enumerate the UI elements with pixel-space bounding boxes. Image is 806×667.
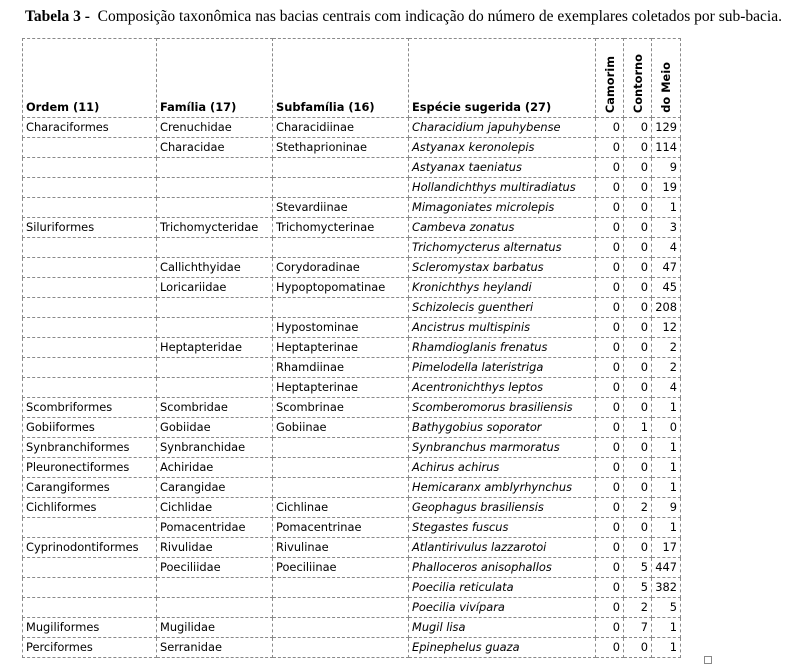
cell-contorno: 7: [624, 618, 652, 638]
cell-ordem: [23, 358, 157, 378]
cell-ordem: [23, 558, 157, 578]
cell-familia: Synbranchidae: [157, 438, 273, 458]
cell-ordem: Siluriformes: [23, 218, 157, 238]
cell-meio: 1: [652, 458, 681, 478]
cell-camorim: 0: [596, 158, 624, 178]
cell-familia: [157, 298, 273, 318]
cell-camorim: 0: [596, 598, 624, 618]
cell-meio: 47: [652, 258, 681, 278]
header-especie: Espécie sugerida (27): [409, 39, 596, 118]
cell-ordem: Characiformes: [23, 118, 157, 138]
cell-camorim: 0: [596, 358, 624, 378]
cell-familia: [157, 598, 273, 618]
cell-ordem: [23, 178, 157, 198]
cell-contorno: 0: [624, 298, 652, 318]
cell-especie: Ancistrus multispinis: [409, 318, 596, 338]
cell-meio: 3: [652, 218, 681, 238]
cell-familia: Gobiidae: [157, 418, 273, 438]
cell-camorim: 0: [596, 118, 624, 138]
caption-label: Tabela 3 -: [25, 8, 90, 25]
cell-ordem: Gobiiformes: [23, 418, 157, 438]
cell-familia: [157, 178, 273, 198]
cell-meio: 382: [652, 578, 681, 598]
cell-contorno: 0: [624, 238, 652, 258]
table-row: [23, 198, 681, 218]
cell-subfamilia: [273, 578, 409, 598]
table-caption: [25, 8, 806, 26]
cell-contorno: 0: [624, 458, 652, 478]
cell-especie: Pimelodella lateristriga: [409, 358, 596, 378]
header-row: [23, 39, 681, 118]
header-ordem: Ordem (11): [23, 39, 157, 118]
cell-especie: Bathygobius soporator: [409, 418, 596, 438]
cell-camorim: 0: [596, 578, 624, 598]
cell-camorim: 0: [596, 178, 624, 198]
cell-familia: [157, 578, 273, 598]
cell-familia: Carangidae: [157, 478, 273, 498]
cell-familia: [157, 318, 273, 338]
table-row: [23, 118, 681, 138]
cell-subfamilia: [273, 238, 409, 258]
cell-meio: 19: [652, 178, 681, 198]
cell-subfamilia: Poeciliinae: [273, 558, 409, 578]
cell-meio: 4: [652, 238, 681, 258]
cell-ordem: Cichliformes: [23, 498, 157, 518]
cell-meio: 4: [652, 378, 681, 398]
table-row: [23, 338, 681, 358]
table-row: [23, 618, 681, 638]
cell-subfamilia: [273, 458, 409, 478]
cell-subfamilia: Heptapterinae: [273, 378, 409, 398]
table-resize-handle[interactable]: [704, 656, 712, 664]
cell-contorno: 5: [624, 578, 652, 598]
cell-ordem: [23, 318, 157, 338]
cell-camorim: 0: [596, 338, 624, 358]
cell-meio: 1: [652, 198, 681, 218]
cell-especie: Synbranchus marmoratus: [409, 438, 596, 458]
cell-contorno: 0: [624, 118, 652, 138]
cell-contorno: 0: [624, 358, 652, 378]
cell-camorim: 0: [596, 238, 624, 258]
cell-especie: Mimagoniates microlepis: [409, 198, 596, 218]
cell-meio: 1: [652, 438, 681, 458]
header-camorim: Camorim: [602, 55, 617, 113]
cell-ordem: [23, 278, 157, 298]
cell-ordem: [23, 138, 157, 158]
table-row: [23, 158, 681, 178]
cell-contorno: 0: [624, 398, 652, 418]
cell-contorno: 0: [624, 218, 652, 238]
cell-familia: Characidae: [157, 138, 273, 158]
cell-contorno: 0: [624, 158, 652, 178]
header-familia: Família (17): [157, 39, 273, 118]
cell-meio: 129: [652, 118, 681, 138]
cell-meio: 2: [652, 338, 681, 358]
header-contorno: Contorno: [630, 53, 645, 113]
table-row: [23, 538, 681, 558]
cell-ordem: Carangiformes: [23, 478, 157, 498]
table-row: [23, 498, 681, 518]
cell-camorim: 0: [596, 298, 624, 318]
table-row: [23, 278, 681, 298]
cell-contorno: 0: [624, 478, 652, 498]
cell-familia: Mugilidae: [157, 618, 273, 638]
table-row: [23, 458, 681, 478]
table-row: [23, 398, 681, 418]
cell-ordem: [23, 198, 157, 218]
cell-meio: 1: [652, 638, 681, 658]
cell-camorim: 0: [596, 498, 624, 518]
table-row: [23, 358, 681, 378]
cell-subfamilia: [273, 598, 409, 618]
cell-especie: Trichomycterus alternatus: [409, 238, 596, 258]
table-row: [23, 138, 681, 158]
cell-meio: 208: [652, 298, 681, 318]
cell-familia: [157, 378, 273, 398]
cell-subfamilia: Corydoradinae: [273, 258, 409, 278]
table-row: [23, 598, 681, 618]
cell-familia: Loricariidae: [157, 278, 273, 298]
cell-especie: Hollandichthys multiradiatus: [409, 178, 596, 198]
table-row: [23, 638, 681, 658]
cell-camorim: 0: [596, 378, 624, 398]
cell-subfamilia: Pomacentrinae: [273, 518, 409, 538]
cell-familia: Poeciliidae: [157, 558, 273, 578]
cell-contorno: 0: [624, 338, 652, 358]
cell-subfamilia: [273, 298, 409, 318]
cell-camorim: 0: [596, 418, 624, 438]
cell-especie: Astyanax taeniatus: [409, 158, 596, 178]
cell-ordem: Mugiliformes: [23, 618, 157, 638]
cell-especie: Scleromystax barbatus: [409, 258, 596, 278]
cell-camorim: 0: [596, 218, 624, 238]
cell-contorno: 2: [624, 598, 652, 618]
cell-subfamilia: [273, 638, 409, 658]
cell-contorno: 5: [624, 558, 652, 578]
cell-especie: Characidium japuhybense: [409, 118, 596, 138]
cell-meio: 447: [652, 558, 681, 578]
table-row: [23, 218, 681, 238]
cell-subfamilia: Characidiinae: [273, 118, 409, 138]
cell-subfamilia: Hypoptopomatinae: [273, 278, 409, 298]
cell-camorim: 0: [596, 398, 624, 418]
cell-contorno: 0: [624, 518, 652, 538]
cell-camorim: 0: [596, 278, 624, 298]
cell-subfamilia: [273, 478, 409, 498]
cell-ordem: [23, 158, 157, 178]
cell-subfamilia: Trichomycterinae: [273, 218, 409, 238]
cell-ordem: Perciformes: [23, 638, 157, 658]
cell-especie: Phalloceros anisophallos: [409, 558, 596, 578]
table-row: [23, 438, 681, 458]
table-row: [23, 178, 681, 198]
cell-especie: Acentronichthys leptos: [409, 378, 596, 398]
table-row: [23, 418, 681, 438]
header-subfamilia: Subfamília (16): [273, 39, 409, 118]
cell-familia: Heptapteridae: [157, 338, 273, 358]
cell-especie: Achirus achirus: [409, 458, 596, 478]
cell-especie: Scomberomorus brasiliensis: [409, 398, 596, 418]
cell-meio: 114: [652, 138, 681, 158]
cell-contorno: 0: [624, 318, 652, 338]
cell-contorno: 0: [624, 438, 652, 458]
cell-familia: [157, 358, 273, 378]
cell-meio: 12: [652, 318, 681, 338]
cell-contorno: 0: [624, 278, 652, 298]
cell-camorim: 0: [596, 478, 624, 498]
cell-meio: 0: [652, 418, 681, 438]
caption-text: Composição taxonômica nas bacias centrais com indicação do número de exemplares coletados por sub-bacia.: [97, 8, 782, 25]
cell-ordem: [23, 598, 157, 618]
cell-subfamilia: Stevardiinae: [273, 198, 409, 218]
cell-contorno: 0: [624, 378, 652, 398]
cell-ordem: [23, 518, 157, 538]
cell-contorno: 0: [624, 178, 652, 198]
cell-familia: Serranidae: [157, 638, 273, 658]
cell-especie: Mugil lisa: [409, 618, 596, 638]
cell-meio: 5: [652, 598, 681, 618]
cell-subfamilia: Cichlinae: [273, 498, 409, 518]
cell-meio: 17: [652, 538, 681, 558]
cell-contorno: 0: [624, 258, 652, 278]
cell-meio: 1: [652, 478, 681, 498]
cell-especie: Hemicaranx amblyrhynchus: [409, 478, 596, 498]
cell-familia: Callichthyidae: [157, 258, 273, 278]
cell-especie: Atlantirivulus lazzarotoi: [409, 538, 596, 558]
cell-camorim: 0: [596, 318, 624, 338]
cell-especie: Astyanax keronolepis: [409, 138, 596, 158]
cell-especie: Geophagus brasiliensis: [409, 498, 596, 518]
cell-meio: 9: [652, 498, 681, 518]
cell-especie: Rhamdioglanis frenatus: [409, 338, 596, 358]
cell-familia: [157, 238, 273, 258]
table-row: [23, 298, 681, 318]
cell-camorim: 0: [596, 438, 624, 458]
cell-especie: Schizolecis guentheri: [409, 298, 596, 318]
table-row: [23, 318, 681, 338]
cell-contorno: 0: [624, 638, 652, 658]
cell-ordem: [23, 258, 157, 278]
table-row: [23, 518, 681, 538]
cell-ordem: [23, 578, 157, 598]
cell-ordem: Pleuronectiformes: [23, 458, 157, 478]
cell-familia: Cichlidae: [157, 498, 273, 518]
cell-camorim: 0: [596, 138, 624, 158]
cell-camorim: 0: [596, 258, 624, 278]
cell-ordem: Synbranchiformes: [23, 438, 157, 458]
cell-contorno: 0: [624, 538, 652, 558]
cell-subfamilia: Rhamdiinae: [273, 358, 409, 378]
cell-camorim: 0: [596, 538, 624, 558]
table-row: [23, 258, 681, 278]
table-row: [23, 558, 681, 578]
cell-camorim: 0: [596, 198, 624, 218]
cell-ordem: [23, 378, 157, 398]
cell-familia: Pomacentridae: [157, 518, 273, 538]
cell-familia: Achiridae: [157, 458, 273, 478]
cell-especie: Kronichthys heylandi: [409, 278, 596, 298]
cell-meio: 1: [652, 398, 681, 418]
cell-meio: 9: [652, 158, 681, 178]
table-row: [23, 578, 681, 598]
taxonomy-table: [22, 38, 681, 658]
cell-camorim: 0: [596, 618, 624, 638]
cell-familia: Trichomycteridae: [157, 218, 273, 238]
cell-contorno: 0: [624, 198, 652, 218]
cell-camorim: 0: [596, 518, 624, 538]
cell-familia: [157, 198, 273, 218]
cell-familia: [157, 158, 273, 178]
cell-subfamilia: Scombrinae: [273, 398, 409, 418]
header-contorno-cell: [624, 39, 652, 118]
cell-ordem: [23, 238, 157, 258]
cell-meio: 45: [652, 278, 681, 298]
header-camorim-cell: [596, 39, 624, 118]
cell-ordem: [23, 298, 157, 318]
cell-subfamilia: [273, 158, 409, 178]
cell-familia: Crenuchidae: [157, 118, 273, 138]
table-row: [23, 478, 681, 498]
cell-subfamilia: Rivulinae: [273, 538, 409, 558]
cell-subfamilia: Heptapterinae: [273, 338, 409, 358]
cell-familia: Scombridae: [157, 398, 273, 418]
cell-especie: Stegastes fuscus: [409, 518, 596, 538]
table-row: [23, 238, 681, 258]
cell-ordem: [23, 338, 157, 358]
cell-contorno: 0: [624, 138, 652, 158]
cell-ordem: Scombriformes: [23, 398, 157, 418]
cell-subfamilia: Stethaprioninae: [273, 138, 409, 158]
header-meio-cell: [652, 39, 681, 118]
cell-contorno: 1: [624, 418, 652, 438]
cell-camorim: 0: [596, 638, 624, 658]
cell-meio: 1: [652, 518, 681, 538]
cell-contorno: 2: [624, 498, 652, 518]
cell-camorim: 0: [596, 558, 624, 578]
cell-subfamilia: [273, 618, 409, 638]
cell-meio: 1: [652, 618, 681, 638]
cell-subfamilia: [273, 178, 409, 198]
header-meio: do Meio: [659, 62, 673, 113]
table-body: [23, 118, 681, 658]
cell-subfamilia: Gobiinae: [273, 418, 409, 438]
cell-ordem: Cyprinodontiformes: [23, 538, 157, 558]
cell-familia: Rivulidae: [157, 538, 273, 558]
cell-especie: Cambeva zonatus: [409, 218, 596, 238]
cell-subfamilia: [273, 438, 409, 458]
cell-meio: 2: [652, 358, 681, 378]
cell-especie: Epinephelus guaza: [409, 638, 596, 658]
cell-especie: Poecilia reticulata: [409, 578, 596, 598]
table-row: [23, 378, 681, 398]
cell-subfamilia: Hypostominae: [273, 318, 409, 338]
cell-especie: Poecilia vivípara: [409, 598, 596, 618]
cell-camorim: 0: [596, 458, 624, 478]
